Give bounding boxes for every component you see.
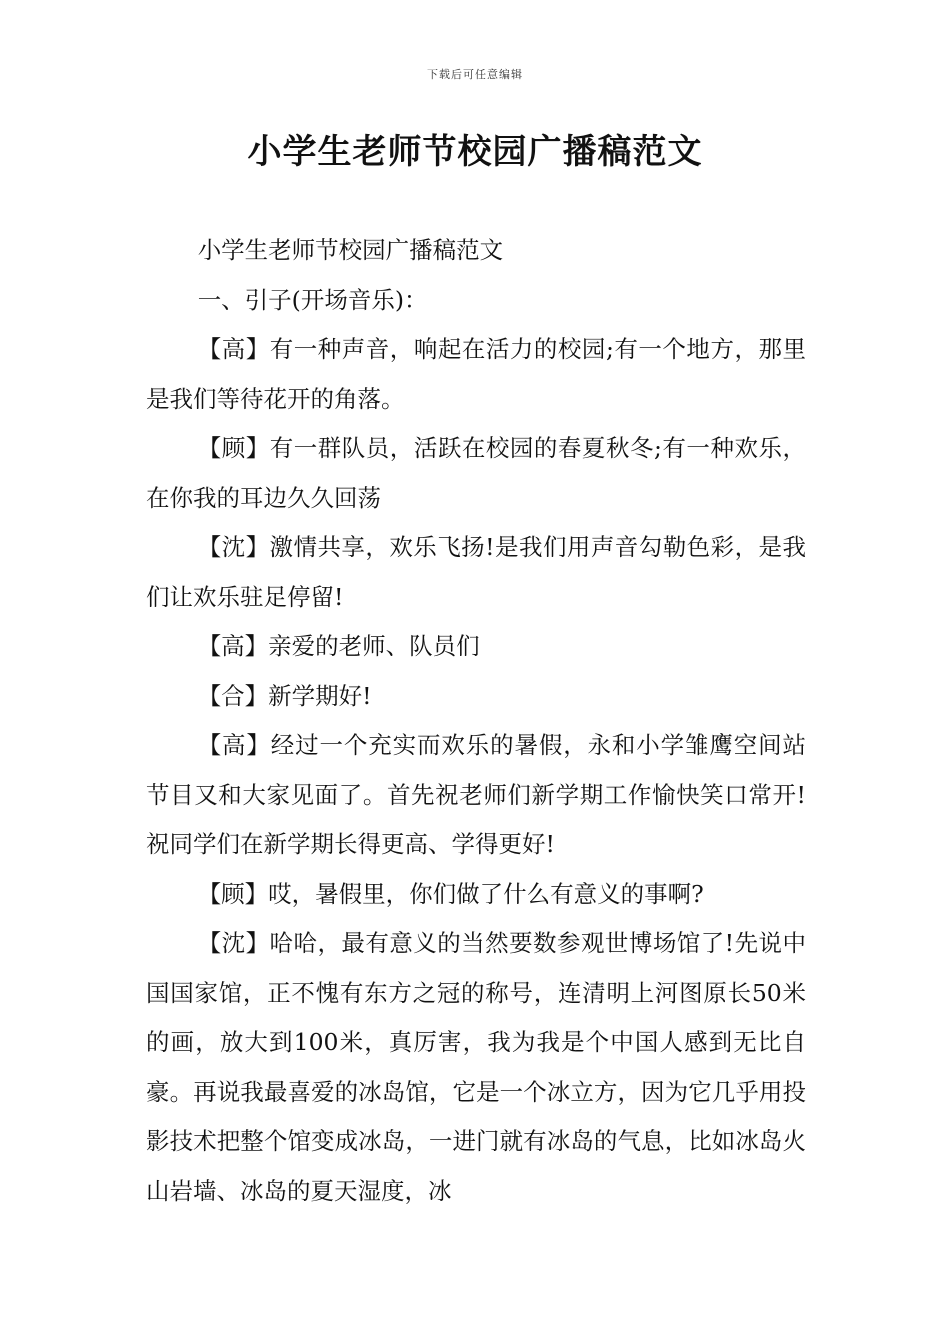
- paragraph-section-heading: 一、引子(开场音乐)：: [197, 285, 428, 314]
- document-title: 小学生老师节校园广播稿范文: [247, 132, 703, 172]
- paragraph: 【高】亲爱的老师、队员们: [197, 632, 480, 660]
- paragraph-subtitle: 小学生老师节校园广播稿范文: [197, 236, 504, 264]
- paragraph: 【沈】哈哈，最有意义的当然要数参观世博场馆了!先说中国国家馆，正不愧有东方之冠的称号，连清明上河图原长50米的画，放大到100米，真厉害，我为我是个中国人感到无比自豪。再说我最喜爱的冰岛馆，它是一个冰立方，因为它几乎用投影技术把整个馆变成冰岛，一进门就有冰岛的气息，比如冰岛火山岩墙、冰岛的夏天湿度，冰: [146, 929, 806, 1205]
- paragraph: 【高】有一种声音，响起在活力的校园;有一个地方，那里是我们等待花开的角落。: [146, 335, 806, 413]
- paragraph: 【高】经过一个充实而欢乐的暑假，永和小学雏鹰空间站节目又和大家见面了。首先祝老师们新学期工作愉快笑口常开!祝同学们在新学期长得更高、学得更好!: [146, 731, 806, 858]
- paragraph: 【顾】有一群队员，活跃在校园的春夏秋冬;有一种欢乐，在你我的耳边久久回荡: [146, 434, 806, 512]
- paragraph: 【顾】哎，暑假里，你们做了什么有意义的事啊?: [197, 879, 704, 908]
- paragraph: 【沈】激情共享，欢乐飞扬!是我们用声音勾勒色彩，是我们让欢乐驻足停留!: [146, 533, 806, 611]
- paragraph: 【合】新学期好!: [197, 681, 372, 710]
- header-note: 下载后可任意编辑: [427, 68, 523, 81]
- document-body: [146, 226, 806, 1216]
